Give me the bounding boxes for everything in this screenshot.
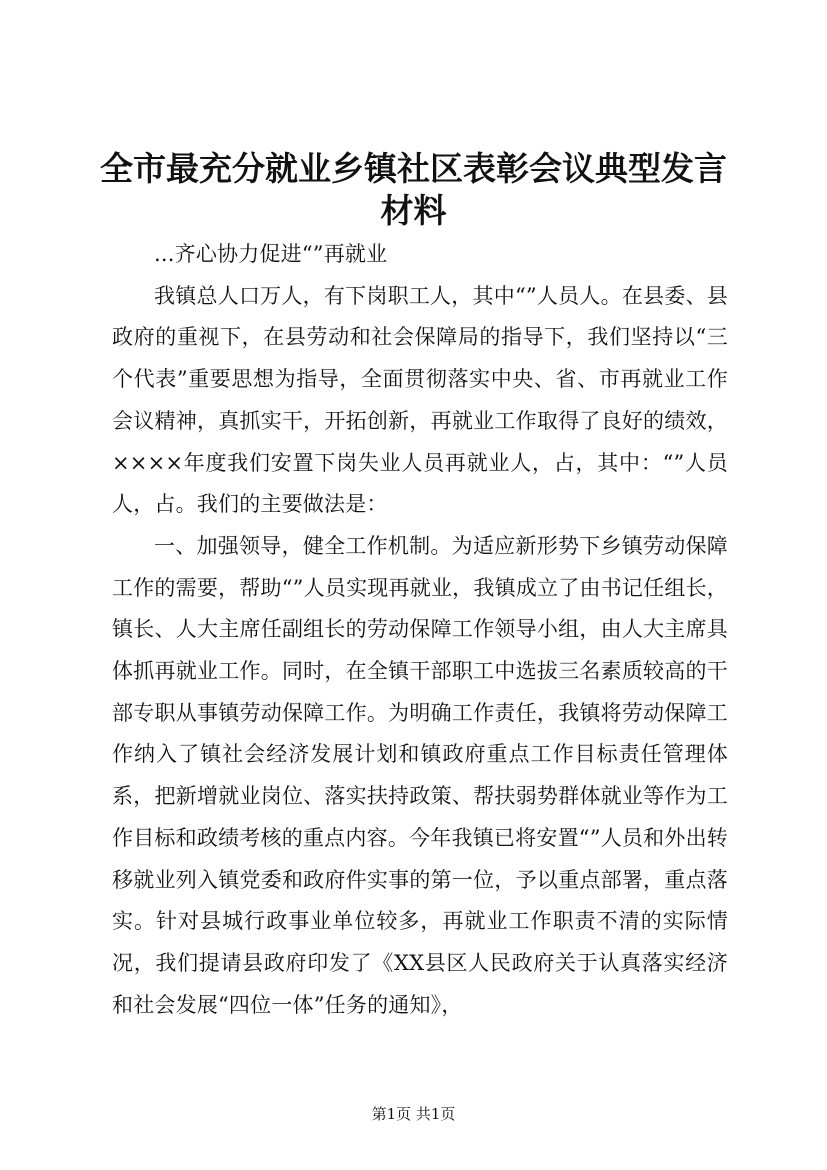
subtitle-line: ...齐心协力促进“”再就业: [154, 242, 388, 266]
page-footer: 第1页 共1页: [371, 1105, 456, 1123]
document-title: 全市最充分就业乡镇社区表彰会议典型发言材料: [100, 149, 727, 230]
paragraph-intro: 我镇总人口万人，有下岗职工人，其中“”人员人。在县委、县政府的重视下，在县劳动和社会保障局的指导下，我们坚持以“三个代表”重要思想为指导，全面贯彻落实中央、省、市再就业工作会议精神，真抓实干，开拓创新，再就业工作取得了良好的绩效，××××年度我们安置下岗失业人员再就业人，占，其中：“”人员人，占。我们的主要做法是：: [112, 283, 728, 517]
document-body: [112, 234, 728, 1026]
paragraph-section-one: 一、加强领导，健全工作机制。为适应新形势下乡镇劳动保障工作的需要，帮助“”人员实现再就业，我镇成立了由书记任组长，镇长、人大主席任副组长的劳动保障工作领导小组，由人大主席具体抓再就业工作。同时，在全镇干部职工中选拔三名素质较高的干部专职从事镇劳动保障工作。为明确工作责任，我镇将劳动保障工作纳入了镇社会经济发展计划和镇政府重点工作目标责任管理体系，把新增就业岗位、落实扶持政策、帮扶弱势群体就业等作为工作目标和政绩考核的重点内容。今年我镇已将安置“”人员和外出转移就业列入镇党委和政府件实事的第一位，予以重点部署，重点落实。针对县城行政事业单位较多，再就业工作职责不清的实际情况，我们提请县政府印发了《XX县区人民政府关于认真落实经济和社会发展“四位一体”任务的通知》，: [112, 533, 728, 1017]
